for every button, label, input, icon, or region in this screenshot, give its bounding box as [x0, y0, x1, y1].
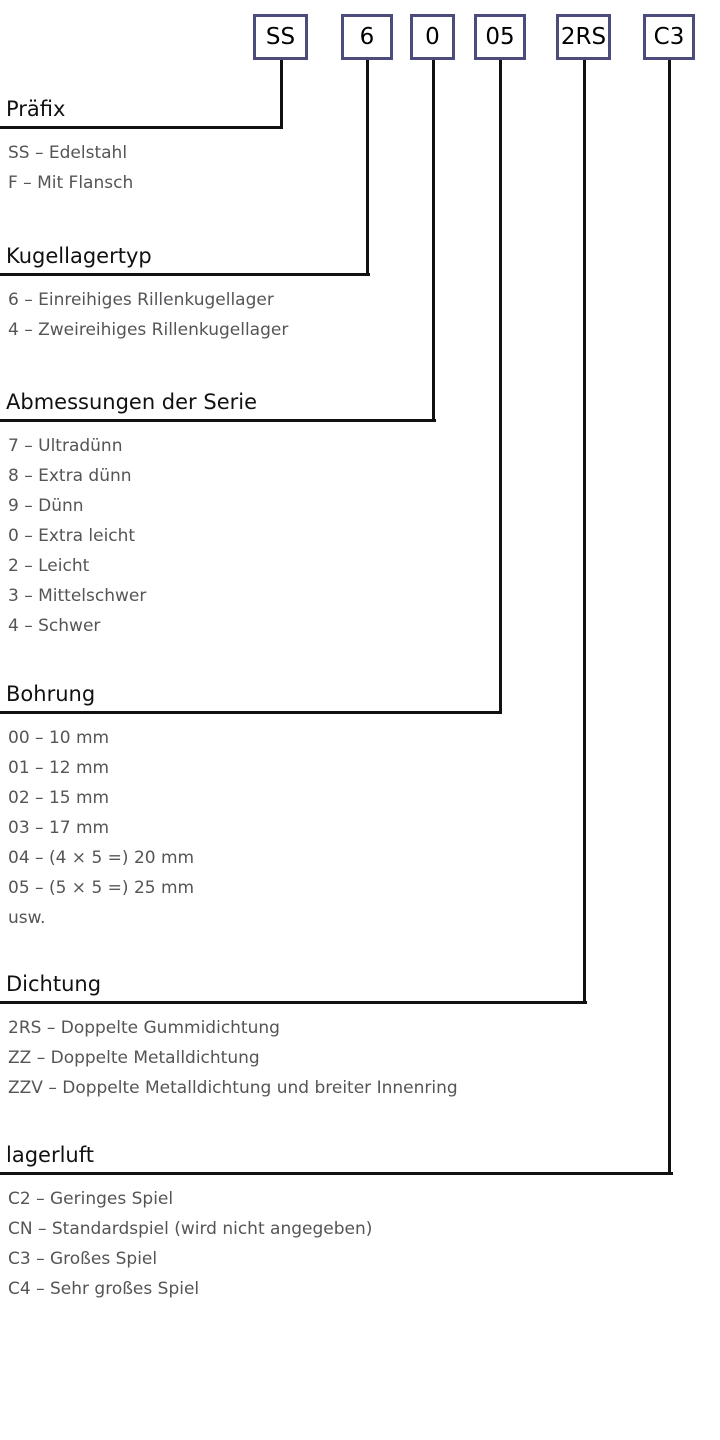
list-item: 2 – Leicht	[8, 556, 90, 576]
section-items-abmessungen	[0, 422, 720, 641]
list-item: 05 – (5 × 5 =) 25 mm	[8, 878, 195, 898]
list-item: ZZ – Doppelte Metalldichtung	[8, 1048, 260, 1068]
list-item: ZZV – Doppelte Metalldichtung und breiter Innenring	[8, 1078, 458, 1098]
section-items-praefix	[0, 129, 720, 198]
section-title-abmessungen: Abmessungen der Serie	[6, 390, 258, 414]
code-box-seal[interactable]: 2RS	[556, 14, 611, 60]
code-box-prefix[interactable]: SS	[253, 14, 308, 60]
list-item: 04 – (4 × 5 =) 20 mm	[8, 848, 195, 868]
list-item: 8 – Extra dünn	[8, 466, 132, 486]
section-title-kugellagertyp: Kugellagertyp	[6, 244, 152, 268]
code-box-bearing-type[interactable]: 6	[341, 14, 393, 60]
section-dichtung	[0, 970, 720, 1103]
section-lagerluft	[0, 1141, 720, 1304]
list-item: 6 – Einreihiges Rillenkugellager	[8, 290, 274, 310]
section-title-praefix: Präfix	[6, 97, 66, 121]
list-item: 4 – Zweireihiges Rillenkugellager	[8, 320, 289, 340]
section-items-bohrung	[0, 714, 720, 933]
list-item: 3 – Mittelschwer	[8, 586, 147, 606]
list-item: 01 – 12 mm	[8, 758, 110, 778]
list-item: CN – Standardspiel (wird nicht angegeben)	[8, 1219, 373, 1239]
section-title-lagerluft: lagerluft	[6, 1143, 94, 1167]
section-items-dichtung	[0, 1004, 720, 1103]
code-box-clearance[interactable]: C3	[643, 14, 695, 60]
list-item: 4 – Schwer	[8, 616, 101, 636]
list-item: 2RS – Doppelte Gummidichtung	[8, 1018, 280, 1038]
section-bohrung	[0, 680, 720, 933]
code-box-bore[interactable]: 05	[474, 14, 526, 60]
list-item: 00 – 10 mm	[8, 728, 110, 748]
list-item: C3 – Großes Spiel	[8, 1249, 158, 1269]
section-title-dichtung: Dichtung	[6, 972, 102, 996]
list-item: 03 – 17 mm	[8, 818, 110, 838]
list-item: 02 – 15 mm	[8, 788, 110, 808]
code-box-series[interactable]: 0	[410, 14, 455, 60]
list-item: F – Mit Flansch	[8, 173, 134, 193]
list-item: SS – Edelstahl	[8, 143, 128, 163]
section-abmessungen	[0, 388, 720, 641]
section-items-lagerluft	[0, 1175, 720, 1304]
list-item: 9 – Dünn	[8, 496, 84, 516]
section-items-kugellagertyp	[0, 276, 720, 345]
list-item: C4 – Sehr großes Spiel	[8, 1279, 200, 1299]
section-kugellagertyp	[0, 242, 720, 345]
list-item: 7 – Ultradünn	[8, 436, 123, 456]
list-item: C2 – Geringes Spiel	[8, 1189, 174, 1209]
section-praefix	[0, 95, 720, 198]
section-title-bohrung: Bohrung	[6, 682, 96, 706]
list-item: 0 – Extra leicht	[8, 526, 136, 546]
list-item: usw.	[8, 908, 46, 928]
